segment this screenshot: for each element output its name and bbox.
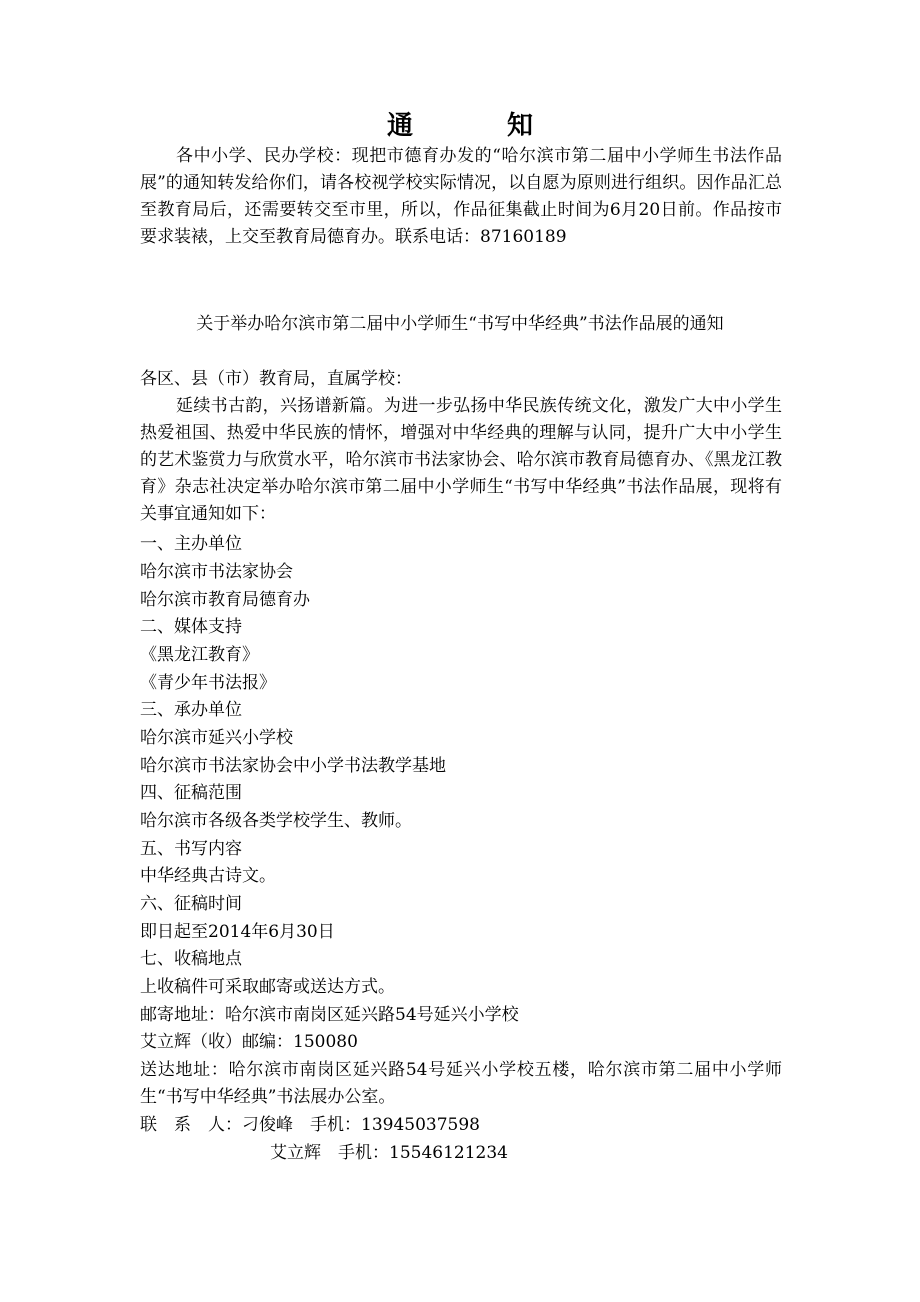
list-item: 即日起至2014年6月30日 <box>140 922 335 942</box>
section-heading: 五、书写内容 <box>140 839 242 859</box>
section-heading: 三、承办单位 <box>140 700 242 720</box>
section-heading: 四、征稿范围 <box>140 783 242 803</box>
mailing-address: 邮寄地址：哈尔滨市南岗区延兴路54号延兴小学校 <box>140 1005 519 1025</box>
section-heading: 六、征稿时间 <box>140 894 242 914</box>
contact-line-2: 艾立辉 手机：15546121234 <box>270 1143 508 1163</box>
recipient-postcode: 艾立辉（收）邮编：150080 <box>140 1032 358 1052</box>
list-item: 上收稿件可采取邮寄或送达方式。 <box>140 977 395 997</box>
list-item: 哈尔滨市书法家协会中小学书法教学基地 <box>140 756 446 776</box>
section-heading: 七、收稿地点 <box>140 949 242 969</box>
contact-line-1: 联 系 人：刁俊峰 手机：13945037598 <box>140 1115 480 1135</box>
list-item: 哈尔滨市延兴小学校 <box>140 728 293 748</box>
list-item: 中华经典古诗文。 <box>140 866 276 886</box>
delivery-address: 送达地址：哈尔滨市南岗区延兴路54号延兴小学校五楼，哈尔滨市第二届中小学师生“书写中华经典”书法展办公室。 <box>140 1060 782 1107</box>
list-item: 哈尔滨市各级各类学校学生、教师。 <box>140 811 412 831</box>
announcement-intro: 延续书古韵，兴扬谱新篇。为进一步弘扬中华民族传统文化，激发广大中小学生热爱祖国、热爱中华民族的情怀，增强对中华经典的理解与认同，提升广大中小学生的艺术鉴赏力与欣赏水平，哈尔滨市书法家协会、哈尔滨市教育局德育办、《黑龙江教育》杂志社决定举办哈尔滨市第二届中小学师生“书写中华经典”书法作品展，现将有关事宜通知如下： <box>140 396 782 524</box>
list-item: 哈尔滨市书法家协会 <box>140 562 293 582</box>
list-item: 《青少年书法报》 <box>140 673 276 693</box>
list-item: 哈尔滨市教育局德育办 <box>140 590 310 610</box>
notice-body: 各中小学、民办学校：现把市德育办发的“哈尔滨市第二届中小学师生书法作品展”的通知转发给你们，请各校视学校实际情况，以自愿为原则进行组织。因作品汇总至教育局后，还需要转交至市里，所以，作品征集截止时间为6月20日前。作品按市要求装裱，上交至教育局德育办。联系电话：87160189 <box>140 146 782 247</box>
notice-title: 通 知 <box>386 111 567 141</box>
section-heading: 二、媒体支持 <box>140 617 242 637</box>
section-heading: 一、主办单位 <box>140 534 242 554</box>
list-item: 《黑龙江教育》 <box>140 645 259 665</box>
announcement-title: 关于举办哈尔滨市第二届中小学师生“书写中华经典”书法作品展的通知 <box>196 314 724 334</box>
salutation: 各区、县（市）教育局，直属学校： <box>140 369 412 389</box>
